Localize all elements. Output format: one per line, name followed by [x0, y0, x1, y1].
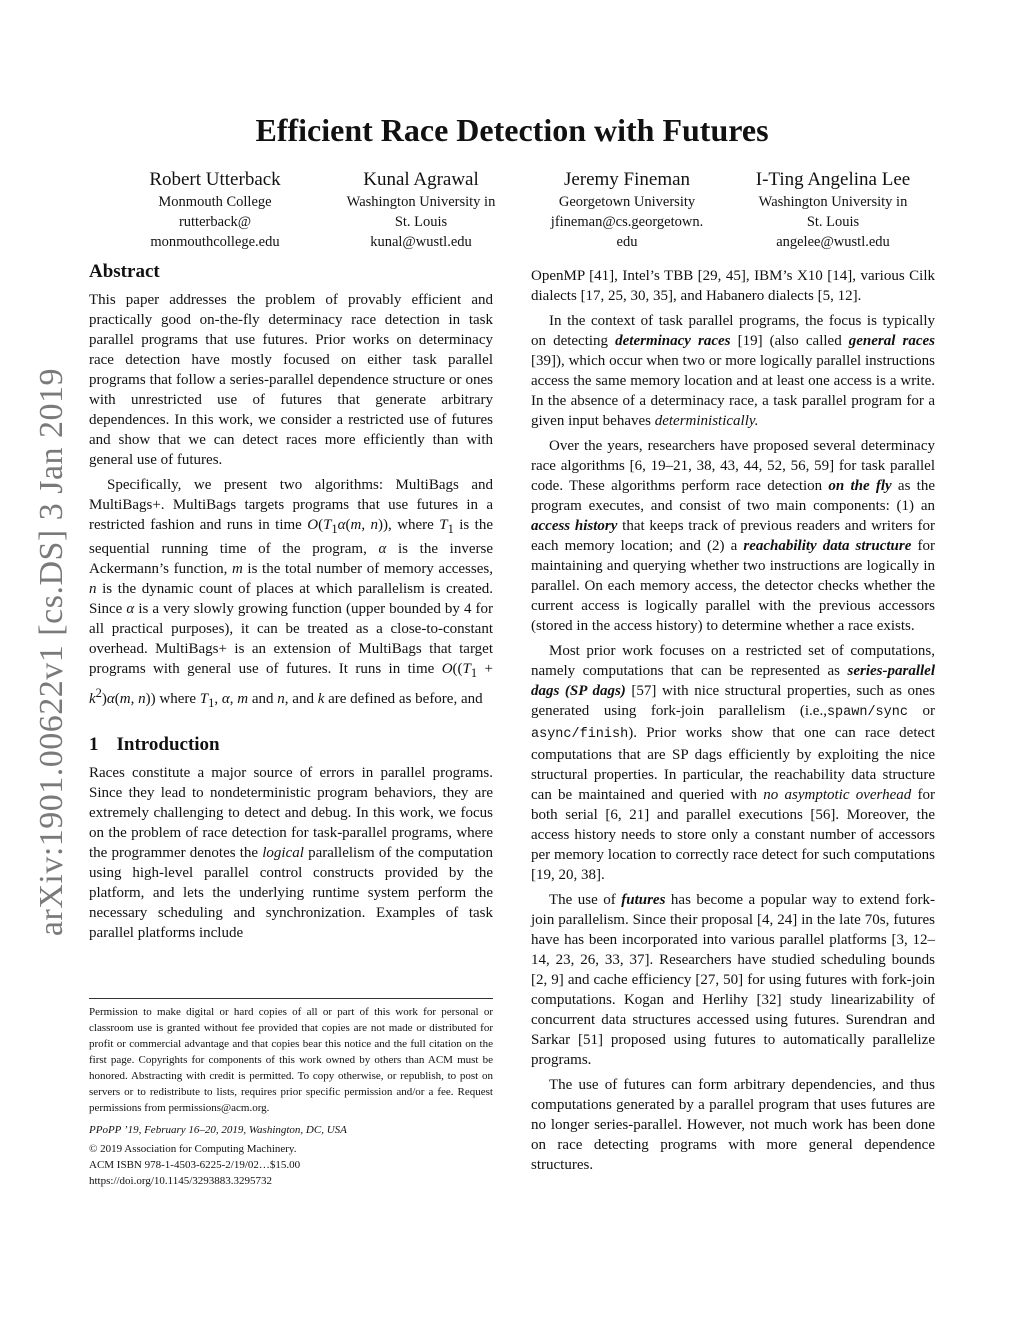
right-column — [531, 266, 935, 1175]
author-name: Robert Utterback — [149, 169, 281, 190]
body-paragraph: The use of futures can form arbitrary dependencies, and thus computations generated by a parallel program that uses futures are no longer series-parallel. However, not much work has been done on race detecting programs with more general dependence structures. — [531, 1077, 935, 1173]
author-affiliation: St. Louis — [394, 214, 448, 230]
arxiv-id: arXiv:1901.00622v1 [cs.DS] 3 Jan 2019 — [33, 367, 70, 937]
author-email: monmouthcollege.edu — [150, 234, 280, 250]
body-paragraph: Most prior work focuses on a restricted set of computations, namely computations that can be represented as series-parallel dags (SP dags) [57] with nice structural properties, such as ones generated using fork-join parallelism (i.e.,spawn/sync or async/finish). Prior works show that one can race detect computations that are SP dags efficiently by exploiting the nice structural properties. In particular, the reachability data structure can be maintained and queried with no asymptotic overhead for both serial [6, 21] and parallel executions [56]. Moreover, the access history needs to store only a constant number of accessors per memory location to correctly race detect for such computations [19, 20, 38]. — [531, 643, 935, 883]
author — [112, 168, 318, 252]
author-name: I-Ting Angelina Lee — [755, 169, 911, 190]
author-affiliation: St. Louis — [806, 214, 860, 230]
author — [524, 168, 730, 252]
copyright: © 2019 Association for Computing Machinery. — [89, 1143, 297, 1155]
body-paragraph: Over the years, researchers have proposed several determinacy race algorithms [6, 19–21, 38, 43, 44, 52, 56, 59] for task parallel code. These algorithms perform race detection on the fly as the program executes, and consist of two main components: (1) an access history that keeps track of previous readers and writers for each memory location; and (2) a reachability data structure for maintaining and querying whether two instructions are logically in parallel. On each memory access, the detector checks whether the current access is logically parallel with the previous accessors (stored in the access history) to determine whether a race exists. — [531, 438, 935, 634]
author-block — [112, 168, 936, 252]
author-affiliation: rutterback@ — [178, 214, 252, 230]
author-email: edu — [616, 234, 638, 250]
section-heading — [89, 735, 493, 755]
author-name: Kunal Agrawal — [363, 169, 479, 190]
author-name: Jeremy Fineman — [563, 169, 691, 190]
left-column — [89, 262, 493, 943]
abstract-paragraph: Specifically, we present two algorithms: MultiBags and MultiBags+. MultiBags targets programs that use futures in a restricted fashion and runs in time $O(T_1\alpha(m$, n)), where $T_1$ is the sequential running time of the program, α is the inverse Ackermann’s function, m is the total number of memory accesses, n is the dynamic count of places at which parallelism is created. Since α is a very slowly growing function (upper bounded by 4 for all practical purposes), it can be treated as a close-to-constant overhead. MultiBags+ is an extension of MultiBags that target programs with general use of futures. It runs in time $O((T_1 + k^2)\alpha(m$, n)) where $T_1$, α, m and n, and k are defined as before, and — [89, 477, 494, 710]
paper-title: Efficient Race Detection with Futures — [255, 112, 769, 148]
author-affiliation: Washington University in — [758, 194, 908, 210]
author-affiliation: Monmouth College — [158, 194, 272, 210]
venue: PPoPP ’19, February 16–20, 2019, Washington, DC, USA — [89, 1124, 347, 1136]
author-email: kunal@wustl.edu — [370, 234, 472, 250]
body-paragraph: OpenMP [41], Intel’s TBB [29, 45], IBM’s X10 [14], various Cilk dialects [17, 25, 30, 35], and Habanero dialects [5, 12]. — [531, 268, 935, 304]
author-email: jfineman@cs.georgetown. — [550, 214, 704, 230]
section-number: 1 — [89, 734, 99, 755]
author-affiliation: Washington University in — [346, 194, 496, 210]
arxiv-stamp — [32, 367, 72, 937]
author-email: angelee@wustl.edu — [776, 234, 890, 250]
section-title: Introduction — [116, 734, 220, 755]
doi-link[interactable]: https://doi.org/10.1145/3293883.3295732 — [89, 1175, 273, 1187]
author-affiliation: Georgetown University — [558, 194, 696, 210]
body-paragraph: Races constitute a major source of errors in parallel programs. Since they lead to nondeterministic program behaviors, they are extremely challenging to detect and debug. In this work, we focus on the problem of race detection for task-parallel programs, where the programmer denotes the logical parallelism of the computation using high-level parallel control constructs provided by the platform, and lets the underlying runtime system perform the necessary scheduling and synchronization. Examples of task parallel platforms include — [89, 765, 494, 941]
abstract-paragraph: This paper addresses the problem of provably efficient and practically good on-the-fly determinacy race detection in task parallel programs that use futures. Prior works on determinacy race detection have mostly focused on either task parallel programs that follow a series-parallel dependence structure or ones with unrestricted use of futures that generate arbitrary dependences. In this work, we consider a restricted use of futures and show that we can detect races more efficiently than with general use of futures. — [89, 292, 493, 468]
abstract-heading: Abstract — [89, 261, 160, 282]
permission-notice: Permission to make digital or hard copies of all or part of this work for personal or classroom use is granted without fee provided that copies are not made or distributed for profit or commercial advantage and that copies bear this notice and the full citation on the first page. Copyrights for components of this work owned by others than ACM must be honored. Abstracting with credit is permitted. To copy otherwise, or republish, to post on servers or to redistribute to lists, requires prior specific permission and/or a fee. Request permissions from permissions@acm.org. — [89, 1006, 493, 1114]
body-paragraph: The use of futures has become a popular way to extend fork-join parallelism. Since their proposal [4, 24] in the late 70s, futures have has been incorporated into various parallel platforms [3, 12–14, 23, 26, 33, 37]. Researchers have studied scheduling bounds [2, 9] and cache efficiency [27, 50] for using futures with fork-join computations. Kogan and Herlihy [32] study linearizability of concurrent data structures accessed using futures. Surendran and Sarkar [51] proposed using futures to automatically parallelize programs. — [531, 892, 935, 1068]
body-paragraph: In the context of task parallel programs, the focus is typically on detecting determinacy races [19] (also called general races [39]), which occur when two or more logically parallel instructions access the same memory location and at least one access is a write. In the absence of a determinacy race, a task parallel program for a given input behaves deterministically. — [531, 313, 935, 429]
isbn: ACM ISBN 978-1-4503-6225-2/19/02…$15.00 — [89, 1159, 301, 1171]
footnote — [89, 998, 493, 1189]
author — [730, 168, 936, 252]
author — [318, 168, 524, 252]
